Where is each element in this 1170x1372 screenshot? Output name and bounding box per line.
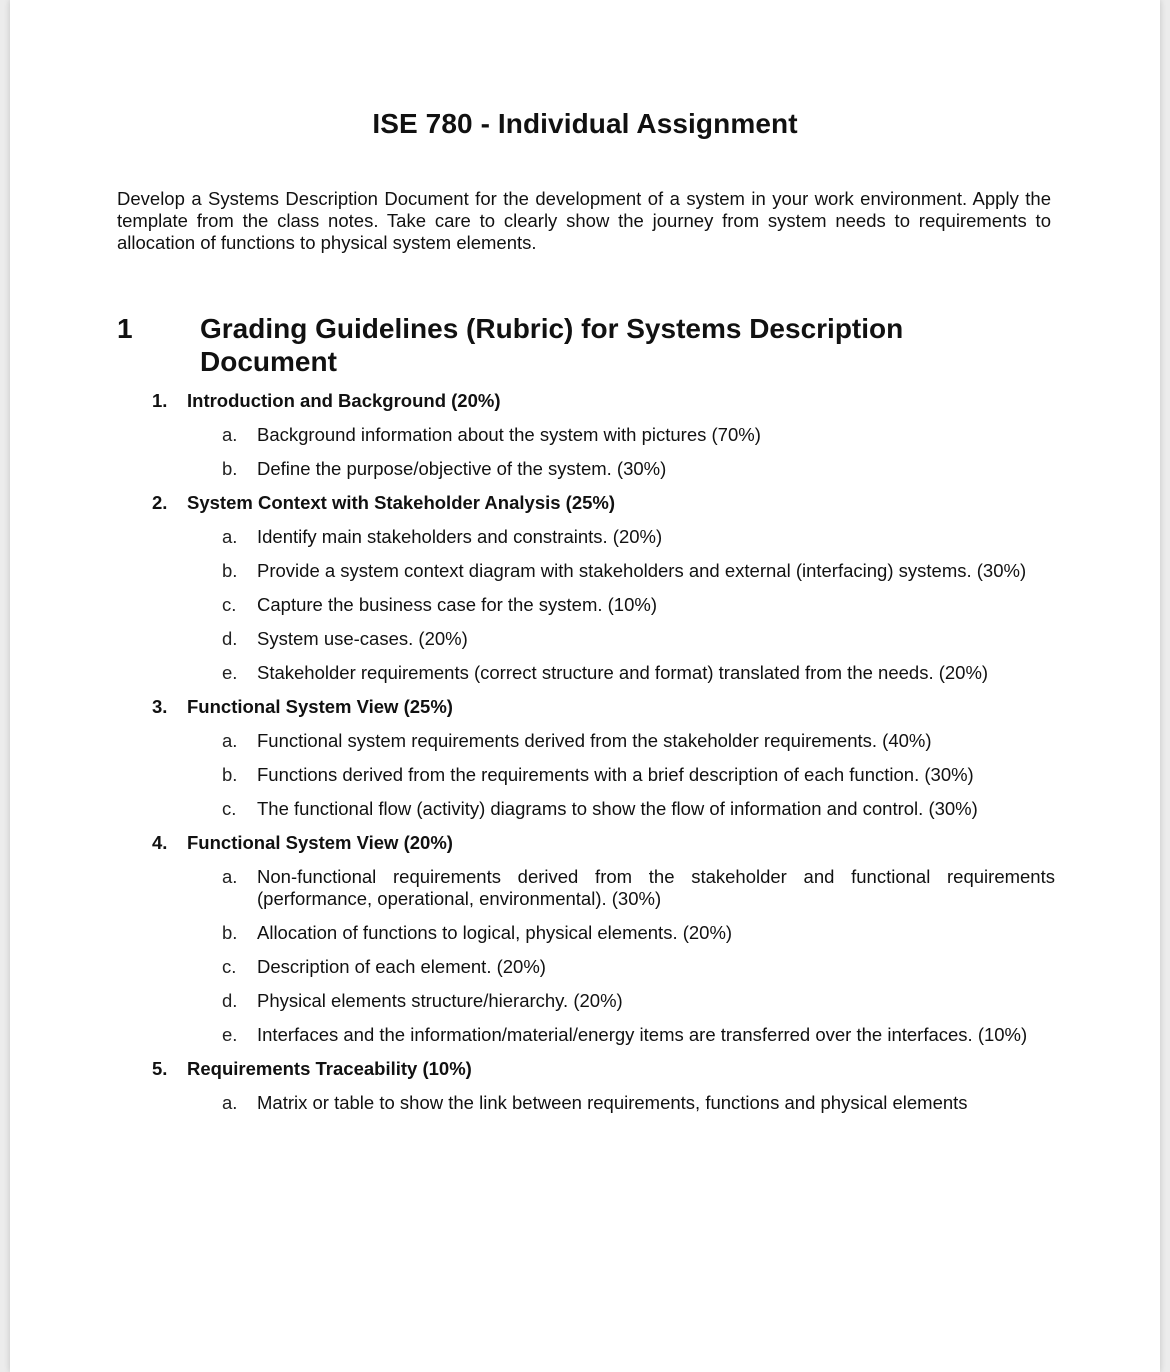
category-label: Functional System View (25%)	[187, 696, 453, 717]
item-text: Identify main stakeholders and constraints. (20%)	[257, 526, 663, 547]
category-number: 3.	[152, 696, 168, 717]
rubric-item	[150, 794, 1055, 828]
rubric-item	[150, 862, 1055, 918]
rubric-item	[150, 454, 1055, 488]
rubric-item	[150, 522, 1055, 556]
item-text: Physical elements structure/hierarchy. (20%)	[257, 990, 623, 1011]
item-text: Background information about the system with pictures (70%)	[257, 424, 761, 445]
document-title: ISE 780 - Individual Assignment	[372, 108, 798, 139]
item-text: Functional system requirements derived from the stakeholder requirements. (40%)	[257, 730, 932, 751]
item-text: The functional flow (activity) diagrams to show the flow of information and control. (30%)	[257, 798, 978, 819]
category-label: Functional System View (20%)	[187, 832, 453, 853]
item-letter: c.	[222, 956, 237, 977]
rubric-category	[150, 386, 1055, 488]
rubric-item	[150, 556, 1055, 590]
item-text: Stakeholder requirements (correct structure and format) translated from the needs. (20%)	[257, 662, 989, 683]
item-letter: b.	[222, 560, 238, 581]
item-letter: a.	[222, 1092, 238, 1113]
item-letter: b.	[222, 922, 238, 943]
item-letter: b.	[222, 458, 238, 479]
category-number: 4.	[152, 832, 168, 853]
item-letter: d.	[222, 628, 238, 649]
item-letter: a.	[222, 526, 238, 547]
item-letter: c.	[222, 594, 237, 615]
rubric-category	[150, 488, 1055, 692]
rubric-item	[150, 760, 1055, 794]
rubric-list	[150, 386, 1055, 1122]
category-label: Introduction and Background (20%)	[187, 390, 501, 411]
item-letter: e.	[222, 1024, 238, 1045]
category-number: 2.	[152, 492, 168, 513]
rubric-item	[150, 590, 1055, 624]
item-text: System use-cases. (20%)	[257, 628, 468, 649]
rubric-category	[150, 692, 1055, 828]
item-text: Description of each element. (20%)	[257, 956, 546, 977]
rubric-item	[150, 1020, 1055, 1054]
intro-paragraph: Develop a Systems Description Document for the development of a system in your work environment. Apply the template from the class notes. Take care to clearly show the journey from system needs to requirements to allocation of functions to physical system elements.	[117, 188, 1051, 253]
item-letter: a.	[222, 866, 238, 887]
item-text: Define the purpose/objective of the system. (30%)	[257, 458, 667, 479]
category-label: System Context with Stakeholder Analysis (25%)	[187, 492, 616, 513]
rubric-item	[150, 420, 1055, 454]
rubric-category	[150, 828, 1055, 1054]
item-letter: a.	[222, 730, 238, 751]
rubric-item	[150, 952, 1055, 986]
rubric-category	[150, 1054, 1055, 1122]
item-text: Functions derived from the requirements with a brief description of each function. (30%)	[257, 764, 974, 785]
rubric-item	[150, 658, 1055, 692]
item-letter: b.	[222, 764, 238, 785]
item-letter: d.	[222, 990, 238, 1011]
rubric-item	[150, 918, 1055, 952]
item-text: Capture the business case for the system. (10%)	[257, 594, 657, 615]
item-text: Matrix or table to show the link between requirements, functions and physical elements	[257, 1092, 968, 1113]
item-text: Interfaces and the information/material/energy items are transferred over the interfaces. (10%)	[257, 1024, 1028, 1045]
rubric-item	[150, 986, 1055, 1020]
section-title: Grading Guidelines (Rubric) for Systems Description Document	[200, 313, 904, 377]
category-number: 1.	[152, 390, 168, 411]
rubric-item	[150, 1088, 1055, 1122]
item-letter: a.	[222, 424, 238, 445]
category-number: 5.	[152, 1058, 168, 1079]
item-text: Provide a system context diagram with stakeholders and external (interfacing) systems. (30%)	[257, 560, 1027, 581]
rubric-item	[150, 726, 1055, 760]
item-letter: c.	[222, 798, 237, 819]
category-label: Requirements Traceability (10%)	[187, 1058, 472, 1079]
section-number: 1	[117, 313, 133, 344]
item-letter: e.	[222, 662, 238, 683]
item-text: Allocation of functions to logical, physical elements. (20%)	[257, 922, 733, 943]
item-text: Non-functional requirements derived from the stakeholder and functional requirements (performance, operational, environmental). (30%)	[257, 866, 1055, 909]
rubric-item	[150, 624, 1055, 658]
